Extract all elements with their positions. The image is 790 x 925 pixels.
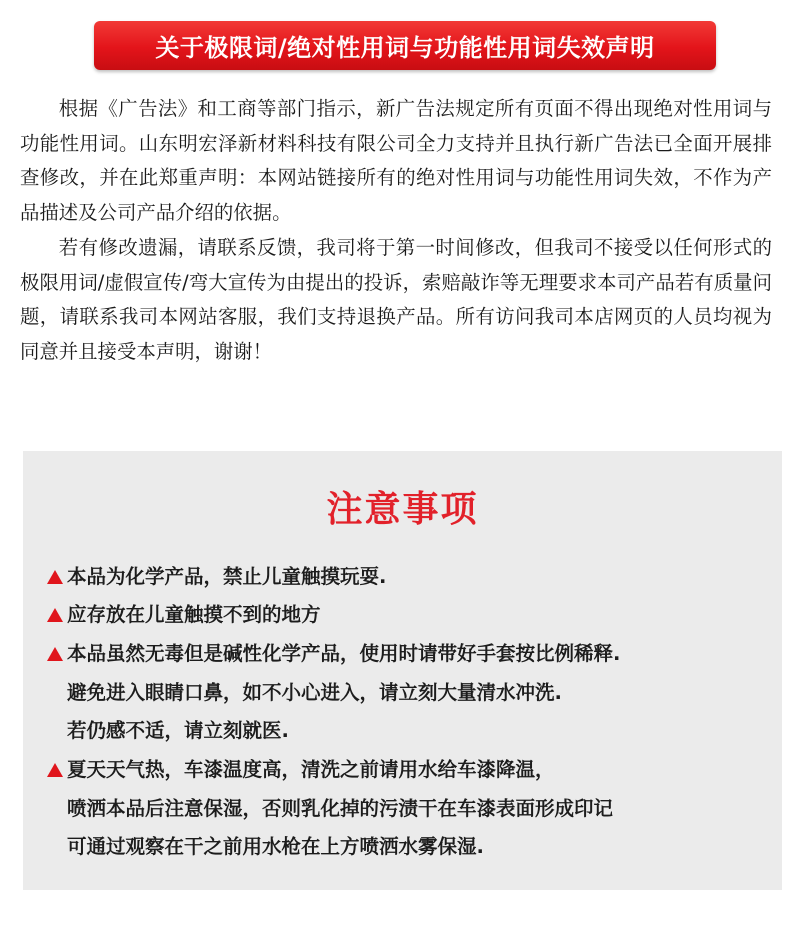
warning-triangle-icon (47, 763, 63, 777)
statement-paragraph-1: 根据《广告法》和工商等部门指示，新广告法规定所有页面不得出现绝对性用词与功能性用词。山东明宏泽新材料科技有限公司全力支持并且执行新广告法已全面开展排查修改，并在此郑重声明：本网站链接所有的绝对性用词与功能性用词失效，不作为产品描述及公司产品介绍的依据。 (20, 97, 772, 225)
notice-item-continuation: 避免进入眼睛口鼻，如不小心进入，请立刻大量清水冲洗. (67, 680, 562, 704)
disclaimer-banner (94, 21, 716, 70)
notice-item-continuation: 若仍感不适，请立刻就医. (67, 719, 289, 742)
notice-item-continuation: 喷洒本品后注意保湿，否则乳化掉的污渍干在车漆表面形成印记 (67, 796, 614, 820)
notice-item-continuation: 可通过观察在干之前用水枪在上方喷洒水雾保湿. (67, 835, 484, 858)
warning-triangle-icon (47, 608, 63, 622)
warning-triangle-icon (47, 647, 63, 661)
banner-title: 关于极限词/绝对性用词与功能性用词失效声明 (155, 34, 655, 62)
notice-item-text: 夏天天气热，车漆温度高，清洗之前请用水给车漆降温， (67, 758, 555, 781)
notice-item (47, 751, 777, 867)
notice-panel (23, 451, 782, 890)
notice-title: 注意事项 (326, 489, 479, 530)
notice-item-text: 本品为化学产品，禁止儿童触摸玩耍. (67, 565, 387, 588)
statement-paragraph-2: 若有修改遗漏，请联系反馈，我司将于第一时间修改，但我司不接受以任何形式的极限用词/虚假宣传/弯大宣传为由提出的投诉，索赔敲诈等无理要求本司产品若有质量问题，请联系我司本网站客服，我们支持退换产品。所有访问我司本店网页的人员均视为同意并且接受本声明，谢谢！ (20, 236, 772, 364)
warning-triangle-icon (47, 570, 63, 584)
notice-item (47, 558, 777, 597)
notice-item-text: 本品虽然无毒但是碱性化学产品，使用时请带好手套按比例稀释. (67, 642, 621, 665)
notice-item-text: 应存放在儿童触摸不到的地方 (67, 603, 321, 626)
notice-item (47, 635, 777, 751)
notice-item (47, 596, 777, 635)
